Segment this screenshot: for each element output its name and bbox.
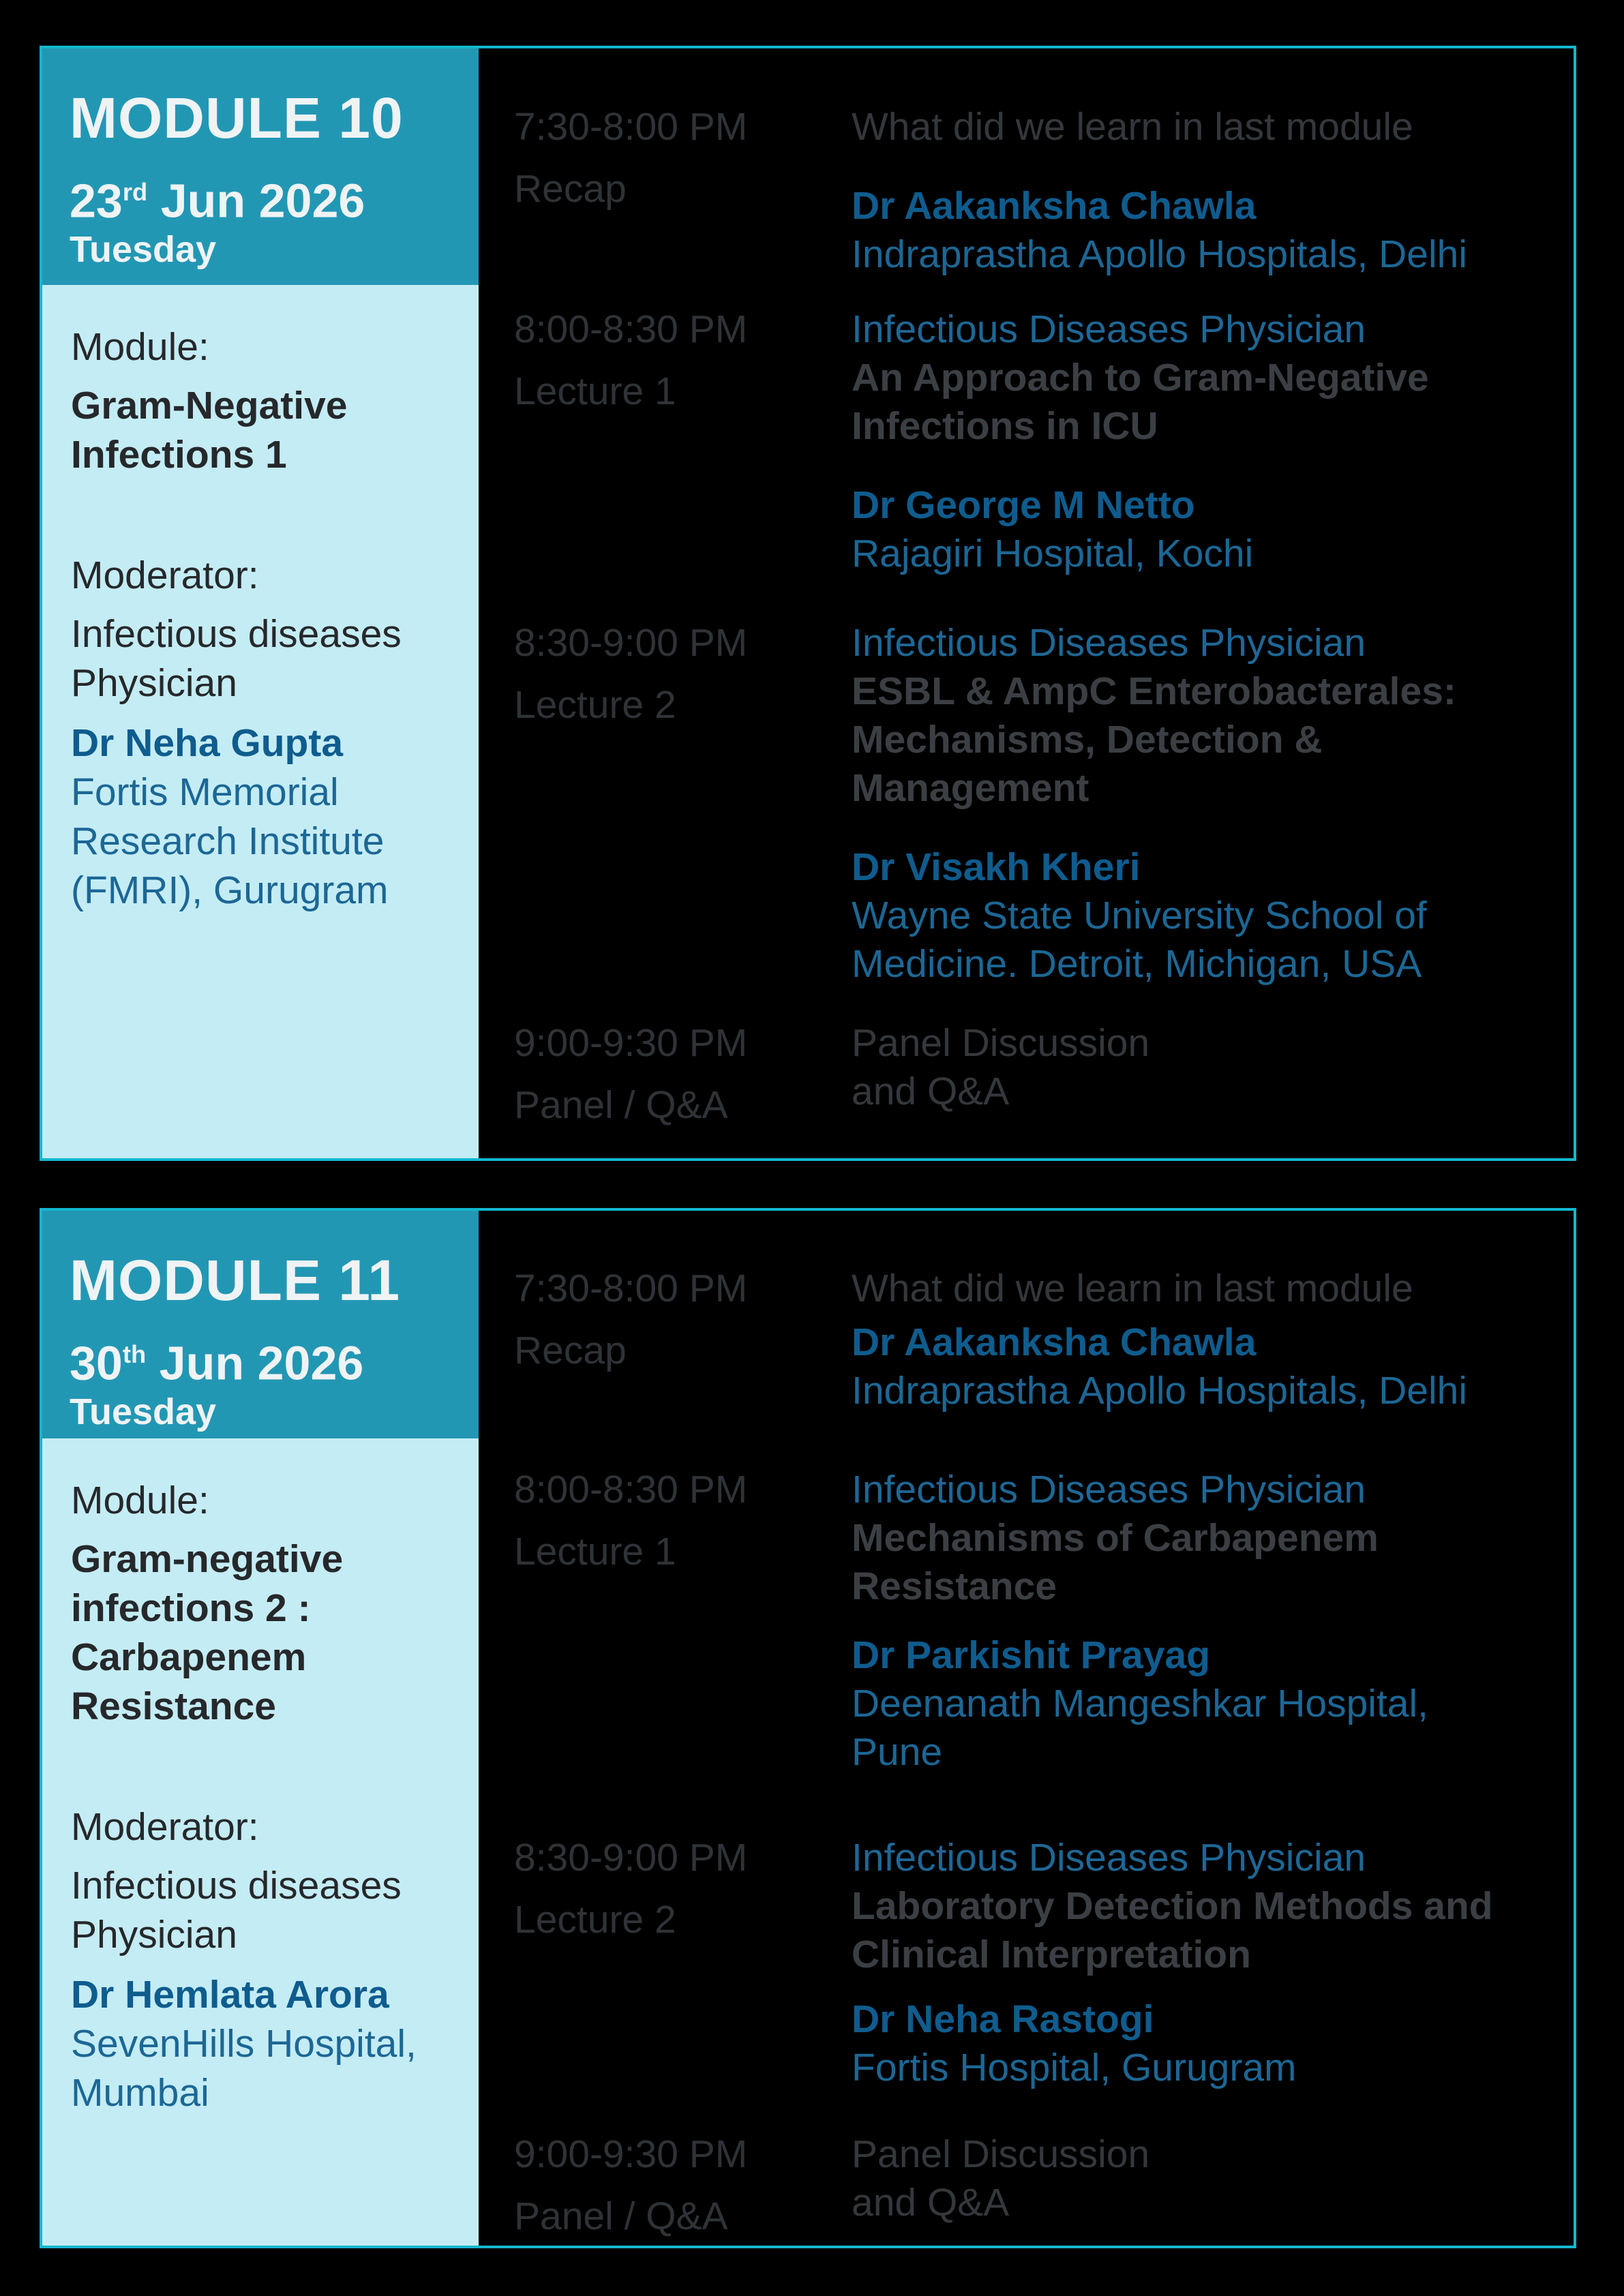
session-topic-line: and Q&A — [852, 1070, 1010, 1113]
session-topic-line: Clinical Interpretation — [852, 1933, 1251, 1976]
module-name — [71, 381, 450, 479]
moderator-role — [71, 1861, 450, 1959]
speaker-role: Infectious Diseases Physician — [852, 621, 1366, 665]
weekday: Tuesday — [70, 1391, 217, 1433]
date-tail: Jun 2026 — [146, 1336, 364, 1390]
session-topic: What did we learn in last module — [852, 105, 1413, 149]
schedule — [479, 48, 1574, 1158]
session-type: Recap — [514, 1329, 627, 1372]
module-title: MODULE 10 — [70, 86, 404, 150]
session-type: Lecture 1 — [514, 1530, 676, 1573]
session-details — [852, 1466, 1540, 1777]
speaker-role: Infectious Diseases Physician — [852, 1468, 1366, 1511]
time-slot: 7:30-8:00 PM — [514, 105, 748, 149]
module-header — [42, 1211, 479, 1438]
session-type: Recap — [514, 167, 627, 211]
schedule-row — [514, 1265, 1560, 1415]
schedule-row — [514, 103, 1560, 279]
session-type: Lecture 1 — [514, 369, 676, 413]
session-details — [852, 305, 1540, 578]
session-topic-line: An Approach to Gram-Negative — [852, 356, 1429, 399]
time-column — [514, 1466, 852, 1777]
session-topic: What did we learn in last module — [852, 1267, 1413, 1310]
time-slot: 8:00-8:30 PM — [514, 307, 748, 351]
session-topic-line: Mechanisms, Detection & — [852, 718, 1323, 761]
time-column — [514, 305, 852, 578]
module-card — [40, 46, 1576, 1161]
schedule-row — [514, 2130, 1560, 2241]
session-topic-line: and Q&A — [852, 2181, 1010, 2224]
time-slot: 8:00-8:30 PM — [514, 1468, 748, 1511]
session-type: Panel / Q&A — [514, 1083, 728, 1127]
module-title: MODULE 11 — [70, 1248, 401, 1312]
speaker-name: Dr Parkishit Prayag — [852, 1633, 1210, 1677]
moderator-institution-line: SevenHills Hospital, — [71, 2022, 417, 2066]
moderator-institution-line: (FMRI), Gurugram — [71, 868, 389, 912]
schedule — [479, 1211, 1574, 2246]
schedule-row — [514, 619, 1560, 988]
session-topic-line: ESBL & AmpC Enterobacterales: — [852, 669, 1456, 713]
session-topic-line: Panel Discussion — [852, 1021, 1150, 1065]
speaker-name: Dr Aakanksha Chawla — [852, 1320, 1257, 1364]
module-name — [71, 1535, 450, 1731]
moderator-label: Moderator: — [71, 1805, 259, 1849]
session-topic-line: Laboratory Detection Methods and — [852, 1884, 1493, 1928]
session-details — [852, 1019, 1540, 1130]
session-details — [852, 2130, 1540, 2241]
date-ordinal: rd — [122, 178, 148, 206]
speaker-role: Infectious Diseases Physician — [852, 307, 1366, 351]
speaker-institution: Rajagiri Hospital, Kochi — [852, 532, 1254, 575]
time-slot: 9:00-9:30 PM — [514, 1021, 748, 1065]
moderator-role-line: Infectious diseases — [71, 612, 402, 656]
time-slot: 7:30-8:00 PM — [514, 1267, 748, 1310]
time-slot: 8:30-9:00 PM — [514, 621, 748, 665]
speaker-institution-line: Pune — [852, 1730, 943, 1774]
module-name-line: infections 2 : — [71, 1586, 311, 1630]
time-column — [514, 2130, 852, 2241]
moderator-name: Dr Neha Gupta — [71, 721, 344, 765]
session-topic-line: Panel Discussion — [852, 2132, 1150, 2176]
module-name-line: Infections 1 — [71, 433, 287, 477]
date-tail: Jun 2026 — [147, 174, 365, 228]
module-name-line: Gram-Negative — [71, 384, 348, 427]
moderator-role-line: Infectious diseases — [71, 1864, 402, 1907]
speaker-role: Infectious Diseases Physician — [852, 1836, 1366, 1879]
speaker-institution-line: Deenanath Mangeshkar Hospital, — [852, 1682, 1429, 1725]
session-details — [852, 103, 1540, 279]
moderator-label: Moderator: — [71, 554, 259, 597]
session-type: Lecture 2 — [514, 1898, 676, 1942]
date-ordinal: th — [122, 1340, 147, 1368]
sidebar — [42, 1211, 479, 2246]
speaker-institution: Indraprastha Apollo Hospitals, Delhi — [852, 232, 1468, 276]
session-topic-line: Management — [852, 766, 1089, 810]
time-slot: 8:30-9:00 PM — [514, 1836, 748, 1879]
date-number: 30 — [70, 1336, 123, 1390]
session-details — [852, 1265, 1540, 1415]
schedule-row — [514, 1019, 1560, 1130]
module-name-line: Resistance — [71, 1685, 277, 1728]
moderator-institution-line: Fortis Memorial — [71, 770, 339, 814]
session-topic-line: Infections in ICU — [852, 404, 1158, 448]
moderator-role — [71, 609, 450, 708]
time-column — [514, 619, 852, 988]
moderator-institution-line: Mumbai — [71, 2071, 209, 2115]
schedule-row — [514, 305, 1560, 578]
moderator-name: Dr Hemlata Arora — [71, 1973, 389, 2016]
moderator-role-line: Physician — [71, 661, 237, 705]
speaker-name: Dr George M Netto — [852, 483, 1195, 527]
speaker-name: Dr Visakh Kheri — [852, 845, 1141, 889]
speaker-institution: Indraprastha Apollo Hospitals, Delhi — [852, 1369, 1468, 1413]
time-slot: 9:00-9:30 PM — [514, 2132, 748, 2176]
module-date — [70, 1328, 451, 1389]
speaker-institution-line: Wayne State University School of — [852, 894, 1427, 937]
module-name-line: Gram-negative — [71, 1537, 344, 1581]
module-header — [42, 48, 479, 285]
module-name-line: Carbapenem — [71, 1635, 307, 1679]
weekday: Tuesday — [70, 229, 217, 271]
time-column — [514, 103, 852, 279]
sidebar-body — [42, 285, 479, 1158]
sidebar — [42, 48, 479, 1158]
module-date — [70, 166, 451, 227]
module-label: Module: — [71, 325, 209, 369]
moderator-institution — [71, 768, 450, 915]
time-column — [514, 1265, 852, 1415]
speaker-institution: Fortis Hospital, Gurugram — [852, 2046, 1297, 2089]
sidebar-body — [42, 1438, 479, 2246]
session-type: Panel / Q&A — [514, 2194, 728, 2238]
module-card — [40, 1208, 1576, 2248]
session-topic-line: Mechanisms of Carbapenem — [852, 1516, 1379, 1560]
session-details — [852, 1834, 1540, 2092]
session-topic-line: Resistance — [852, 1565, 1057, 1608]
moderator-institution-line: Research Institute — [71, 819, 385, 863]
module-label: Module: — [71, 1479, 209, 1522]
date-number: 23 — [70, 174, 123, 228]
time-column — [514, 1834, 852, 2092]
speaker-name: Dr Neha Rastogi — [852, 1997, 1154, 2041]
schedule-row — [514, 1466, 1560, 1777]
moderator-role-line: Physician — [71, 1913, 237, 1957]
session-details — [852, 619, 1540, 988]
speaker-name: Dr Aakanksha Chawla — [852, 184, 1257, 228]
time-column — [514, 1019, 852, 1130]
speaker-institution-line: Medicine. Detroit, Michigan, USA — [852, 942, 1422, 986]
moderator-institution — [71, 2019, 450, 2117]
session-type: Lecture 2 — [514, 683, 676, 727]
schedule-row — [514, 1834, 1560, 2092]
